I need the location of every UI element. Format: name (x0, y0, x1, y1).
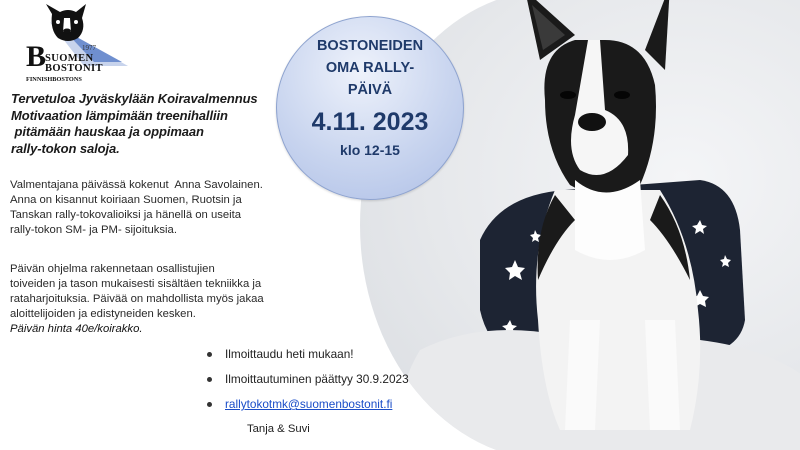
intro-line: Tervetuloa Jyväskylään Koiravalmennus (11, 91, 258, 106)
program-line: toiveiden ja tason mukaisesti sisältäen tekniikka ja (10, 278, 262, 290)
email-link[interactable]: rallytokotmk@suomenbostonit.fi (225, 397, 393, 411)
event-title-line3: PÄIVÄ (347, 82, 393, 98)
bullet-item (205, 347, 409, 372)
club-logo (24, 4, 130, 88)
bullet-item (205, 372, 409, 397)
intro-line: rally-tokon saloja. (11, 140, 120, 156)
trainer-line: Tanskan rally-tokovalioiksi ja hänellä on useita (10, 209, 242, 221)
trainer-line: rally-tokon SM- ja PM- sijoituksia. (10, 224, 177, 236)
event-oval (276, 16, 464, 200)
intro-line: Motivaation lämpimään treenihalliin (11, 107, 228, 123)
program-paragraph (10, 262, 330, 337)
trainer-line: Anna on kisannut koiriaan Suomen, Ruotsin ja (10, 194, 242, 206)
event-date: 4.11. 2023 (311, 108, 429, 136)
logo-line1: SUOMEN (45, 53, 94, 64)
bullet-dot-icon (207, 377, 212, 382)
trainer-line: Valmentajana päivässä kokenut Anna Savolainen. (10, 179, 263, 191)
logo-initial: B (26, 40, 47, 73)
bullet-list (205, 347, 409, 422)
bullet-item (205, 397, 409, 422)
intro-line: pitämään hauskaa ja oppimaan (11, 124, 204, 139)
bullet-text: Ilmoittautuminen päättyy 30.9.2023 (225, 372, 409, 386)
price-line: Päivän hinta 40e/koirakko. (10, 323, 143, 335)
trainer-paragraph (10, 178, 310, 238)
event-title-line1: BOSTONEIDEN (316, 38, 424, 54)
bullet-text: Ilmoittaudu heti mukaan! (225, 347, 354, 361)
event-title-line2: OMA RALLY- (325, 60, 415, 76)
program-line: Päivän ohjelma rakennetaan osallistujien (10, 263, 215, 275)
intro-text (11, 91, 301, 157)
event-time: klo 12-15 (340, 142, 400, 158)
program-line: rataharjoituksia. Päivää on mahdollista myös jakaa (10, 293, 264, 305)
logo-line2: BOSTONIT (45, 63, 103, 74)
program-line: aloittelijoiden ja edistyneiden kesken. (10, 308, 196, 320)
bullet-dot-icon (207, 402, 212, 407)
bullet-dot-icon (207, 352, 212, 357)
logo-year: 1977 (82, 44, 96, 52)
signature: Tanja & Suvi (247, 423, 310, 435)
logo-line3: FINNISHBOSTONS (26, 76, 82, 83)
